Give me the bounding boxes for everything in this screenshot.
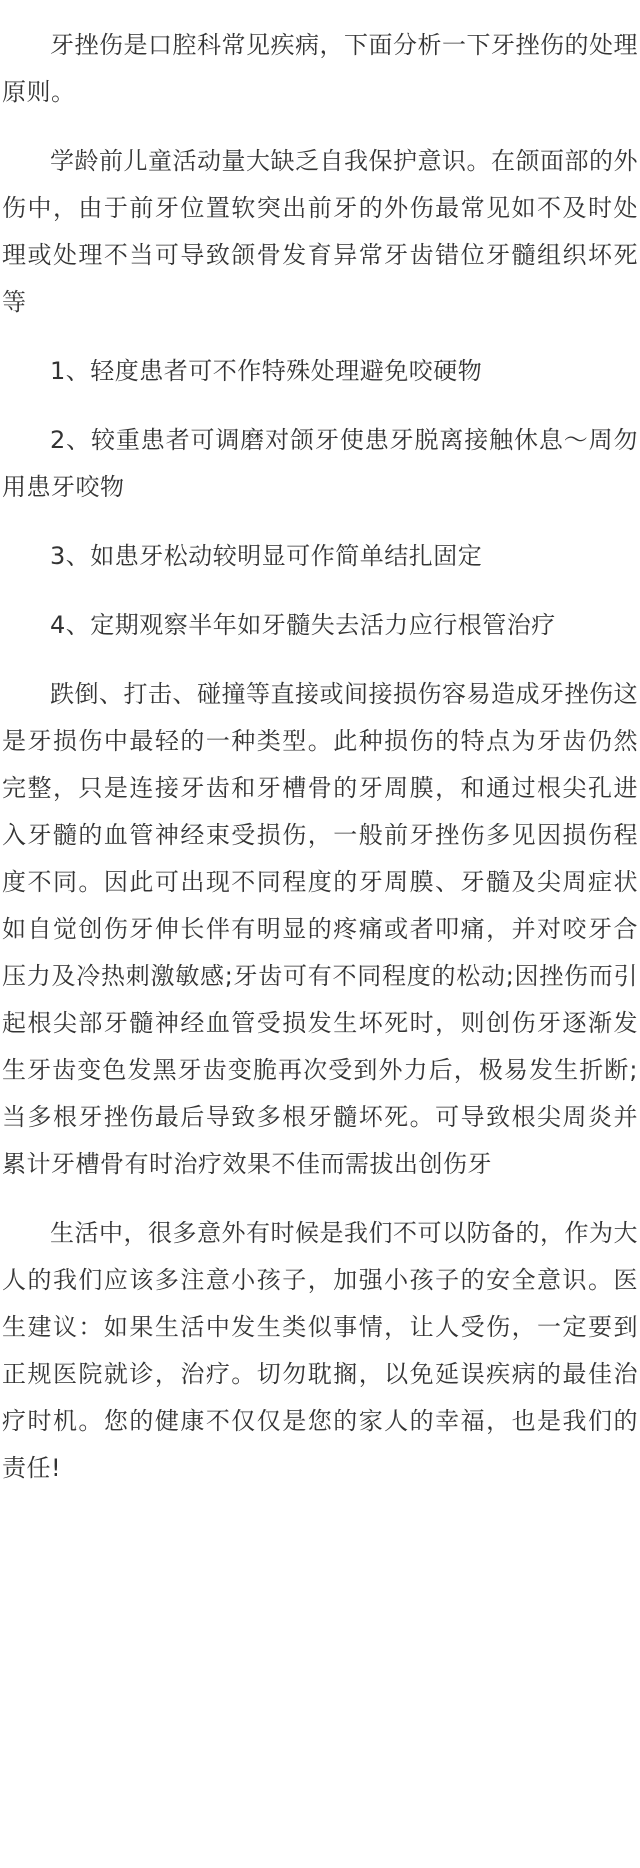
treatment-item-3: 3、如患牙松动较明显可作简单结扎固定	[50, 542, 483, 570]
advice-paragraph: 生活中，很多意外有时候是我们不可以防备的，作为大人的我们应该多注意小孩子，加强小孩子的安全意识。医生建议：如果生活中发生类似事情，让人受伤，一定要到正规医院就诊，治疗。切勿耽搁，以免延误疾病的最佳治疗时机。您的健康不仅仅是您的家人的幸福，也是我们的责任!	[2, 1219, 638, 1482]
article-body	[0, 22, 640, 1514]
background-paragraph: 学龄前儿童活动量大缺乏自我保护意识。在颌面部的外伤中，由于前牙位置软突出前牙的外伤最常见如不及时处理或处理不当可导致颌骨发育异常牙齿错位牙髓组织坏死等	[2, 147, 638, 316]
treatment-item-4: 4、定期观察半年如牙髓失去活力应行根管治疗	[50, 611, 556, 639]
treatment-item-2: 2、较重患者可调磨对颌牙使患牙脱离接触休息～周勿用患牙咬物	[2, 426, 638, 501]
treatment-item-1: 1、轻度患者可不作特殊处理避免咬硬物	[50, 357, 483, 385]
intro-paragraph: 牙挫伤是口腔科常见疾病，下面分析一下牙挫伤的处理原则。	[2, 31, 638, 106]
symptoms-paragraph: 跌倒、打击、碰撞等直接或间接损伤容易造成牙挫伤这是牙损伤中最轻的一种类型。此种损伤的特点为牙齿仍然完整，只是连接牙齿和牙槽骨的牙周膜，和通过根尖孔进入牙髓的血管神经束受损伤，一般前牙挫伤多见因损伤程度不同。因此可出现不同程度的牙周膜、牙髓及尖周症状如自觉创伤牙伸长伴有明显的疼痛或者叩痛，并对咬牙合压力及冷热刺激敏感;牙齿可有不同程度的松动;因挫伤而引起根尖部牙髓神经血管受损发生坏死时，则创伤牙逐渐发生牙齿变色发黑牙齿变脆再次受到外力后，极易发生折断;当多根牙挫伤最后导致多根牙髓坏死。可导致根尖周炎并累计牙槽骨有时治疗效果不佳而需拔出创伤牙	[2, 680, 638, 1178]
